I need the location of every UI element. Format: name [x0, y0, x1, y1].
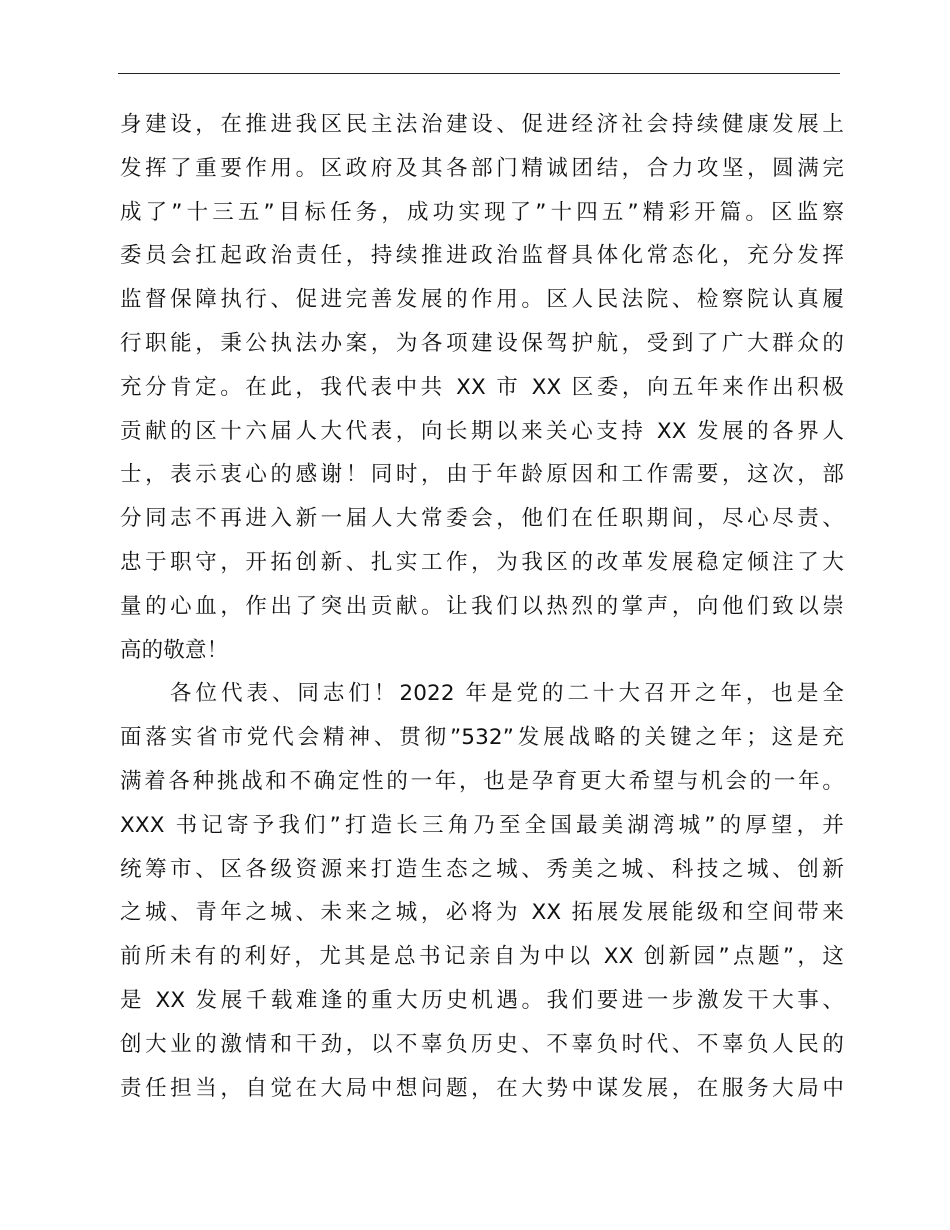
paragraph-2-line: 面落实省市党代会精神、贯彻”532”发展战略的关键之年；这是充 — [120, 725, 844, 751]
paragraph-2-line: 满着各种挑战和不确定性的一年，也是孕育更大希望与机会的一年。 — [120, 768, 844, 794]
paragraph-1-line: 充分肯定。在此，我代表中共 XX 市 XX 区委，向五年来作出积极 — [120, 374, 844, 400]
paragraph-1-line: 委员会扛起政治责任，持续推进政治监督具体化常态化，充分发挥 — [120, 243, 844, 269]
paragraph-2-line: 责任担当，自觉在大局中想问题，在大势中谋发展，在服务大局中 — [120, 1075, 844, 1101]
paragraph-1-line: 量的心血，作出了突出贡献。让我们以热烈的掌声，向他们致以崇 — [120, 593, 844, 619]
paragraph-1-line: 贡献的区十六届人大代表，向长期以来关心支持 XX 发展的各界人 — [120, 418, 844, 444]
paragraph-1-line: 士，表示衷心的感谢！同时，由于年龄原因和工作需要，这次，部 — [120, 462, 844, 488]
paragraph-2-line: 之城、青年之城、未来之城，必将为 XX 拓展发展能级和空间带来 — [120, 900, 844, 926]
paragraph-1-line: 身建设，在推进我区民主法治建设、促进经济社会持续健康发展上 — [120, 112, 844, 137]
body-text — [120, 103, 844, 1110]
paragraph-1-line: 成了”十三五”目标任务，成功实现了”十四五”精彩开篇。区监察 — [120, 199, 844, 225]
paragraph-2-line: 统筹市、区各级资源来打造生态之城、秀美之城、科技之城、创新 — [120, 856, 844, 882]
paragraph-1-last-line: 高的敬意！ — [120, 637, 229, 663]
paragraph-2-line: 是 XX 发展千载难逢的重大历史机遇。我们要进一步激发干大事、 — [120, 987, 844, 1013]
paragraph-2-first-line: 各位代表、同志们！2022 年是党的二十大召开之年，也是全 — [170, 681, 844, 707]
paragraph-1-line: 忠于职守，开拓创新、扎实工作，为我区的改革发展稳定倾注了大 — [120, 549, 844, 575]
paragraph-1-line: 分同志不再进入新一届人大常委会，他们在任职期间，尽心尽责、 — [120, 506, 844, 532]
paragraph-1-line: 发挥了重要作用。区政府及其各部门精诚团结，合力攻坚，圆满完 — [120, 155, 844, 181]
paragraph-2-line: 创大业的激情和干劲，以不辜负历史、不辜负时代、不辜负人民的 — [120, 1031, 844, 1057]
paragraph-2-line: 前所未有的利好，尤其是总书记亲自为中以 XX 创新园”点题”，这 — [120, 944, 844, 970]
header-rule — [118, 73, 840, 74]
paragraph-1-line: 监督保障执行、促进完善发展的作用。区人民法院、检察院认真履 — [120, 287, 844, 313]
paragraph-2-line: XXX 书记寄予我们”打造长三角乃至全国最美湖湾城”的厚望，并 — [120, 812, 844, 838]
paragraph-1-line: 行职能，秉公执法办案，为各项建设保驾护航，受到了广大群众的 — [120, 330, 844, 356]
